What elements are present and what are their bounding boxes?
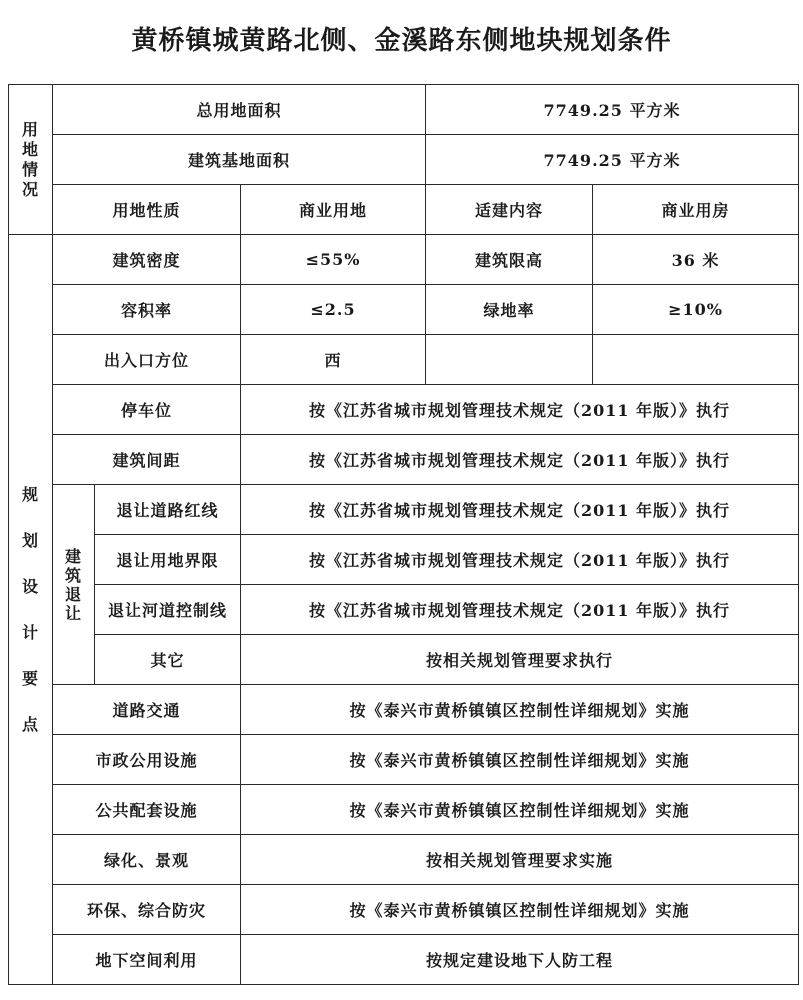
setback-road-label: 退让道路红线: [95, 485, 241, 535]
table-row: [9, 285, 799, 335]
public-facilities-value: 按《泰兴市黄桥镇镇区控制性详细规划》实施: [241, 785, 799, 835]
total-area-label: 总用地面积: [53, 85, 426, 135]
green-label: 绿地率: [426, 285, 593, 335]
public-facilities-label: 公共配套设施: [53, 785, 241, 835]
spacing-label: 建筑间距: [53, 435, 241, 485]
traffic-label: 道路交通: [53, 685, 241, 735]
environment-label: 环保、综合防灾: [53, 885, 241, 935]
table-row: [9, 85, 799, 135]
land-nature-value: 商业用地: [241, 185, 426, 235]
underground-label: 地下空间利用: [53, 935, 241, 985]
setback-group-label: 建筑退让: [53, 485, 95, 685]
land-nature-label: 用地性质: [53, 185, 241, 235]
traffic-value: 按《泰兴市黄桥镇镇区控制性详细规划》实施: [241, 685, 799, 735]
base-area-value: 7749.25 平方米: [426, 135, 799, 185]
setback-boundary-value: 按《江苏省城市规划管理技术规定（2011 年版）》执行: [241, 535, 799, 585]
table-row: [9, 735, 799, 785]
empty-cell: [426, 335, 593, 385]
greening-label: 绿化、景观: [53, 835, 241, 885]
table-row: [9, 785, 799, 835]
height-label: 建筑限高: [426, 235, 593, 285]
planning-section-label: 规划设计要点: [9, 235, 53, 985]
empty-cell: [593, 335, 799, 385]
entrance-label: 出入口方位: [53, 335, 241, 385]
table-row: [9, 685, 799, 735]
document-title: 黄桥镇城黄路北侧、金溪路东侧地块规划条件: [131, 26, 672, 56]
table-row: [9, 435, 799, 485]
setback-river-label: 退让河道控制线: [95, 585, 241, 635]
land-section-label: 用地情况: [9, 85, 53, 235]
setback-other-value: 按相关规划管理要求执行: [241, 635, 799, 685]
spacing-value: 按《江苏省城市规划管理技术规定（2011 年版）》执行: [241, 435, 799, 485]
table-row: [9, 935, 799, 985]
green-value: ≥10%: [593, 285, 799, 335]
table-row: [9, 185, 799, 235]
environment-value: 按《泰兴市黄桥镇镇区控制性详细规划》实施: [241, 885, 799, 935]
setback-other-label: 其它: [95, 635, 241, 685]
table-row: [9, 835, 799, 885]
planning-conditions-table: [8, 84, 799, 985]
setback-road-value: 按《江苏省城市规划管理技术规定（2011 年版）》执行: [241, 485, 799, 535]
table-row: [9, 385, 799, 435]
setback-boundary-label: 退让用地界限: [95, 535, 241, 585]
table-row: [9, 335, 799, 385]
table-row: [9, 135, 799, 185]
setback-river-value: 按《江苏省城市规划管理技术规定（2011 年版）》执行: [241, 585, 799, 635]
far-value: ≤2.5: [241, 285, 426, 335]
utilities-value: 按《泰兴市黄桥镇镇区控制性详细规划》实施: [241, 735, 799, 785]
table-row: [9, 485, 799, 535]
greening-value: 按相关规划管理要求实施: [241, 835, 799, 885]
build-content-value: 商业用房: [593, 185, 799, 235]
height-value: 36 米: [593, 235, 799, 285]
density-value: ≤55%: [241, 235, 426, 285]
far-label: 容积率: [53, 285, 241, 335]
table-row: [9, 885, 799, 935]
utilities-label: 市政公用设施: [53, 735, 241, 785]
table-row: [9, 235, 799, 285]
table-row: [9, 635, 799, 685]
parking-label: 停车位: [53, 385, 241, 435]
underground-value: 按规定建设地下人防工程: [241, 935, 799, 985]
parking-value: 按《江苏省城市规划管理技术规定（2011 年版）》执行: [241, 385, 799, 435]
table-row: [9, 585, 799, 635]
table-row: [9, 535, 799, 585]
base-area-label: 建筑基地面积: [53, 135, 426, 185]
build-content-label: 适建内容: [426, 185, 593, 235]
total-area-value: 7749.25 平方米: [426, 85, 799, 135]
entrance-value: 西: [241, 335, 426, 385]
density-label: 建筑密度: [53, 235, 241, 285]
